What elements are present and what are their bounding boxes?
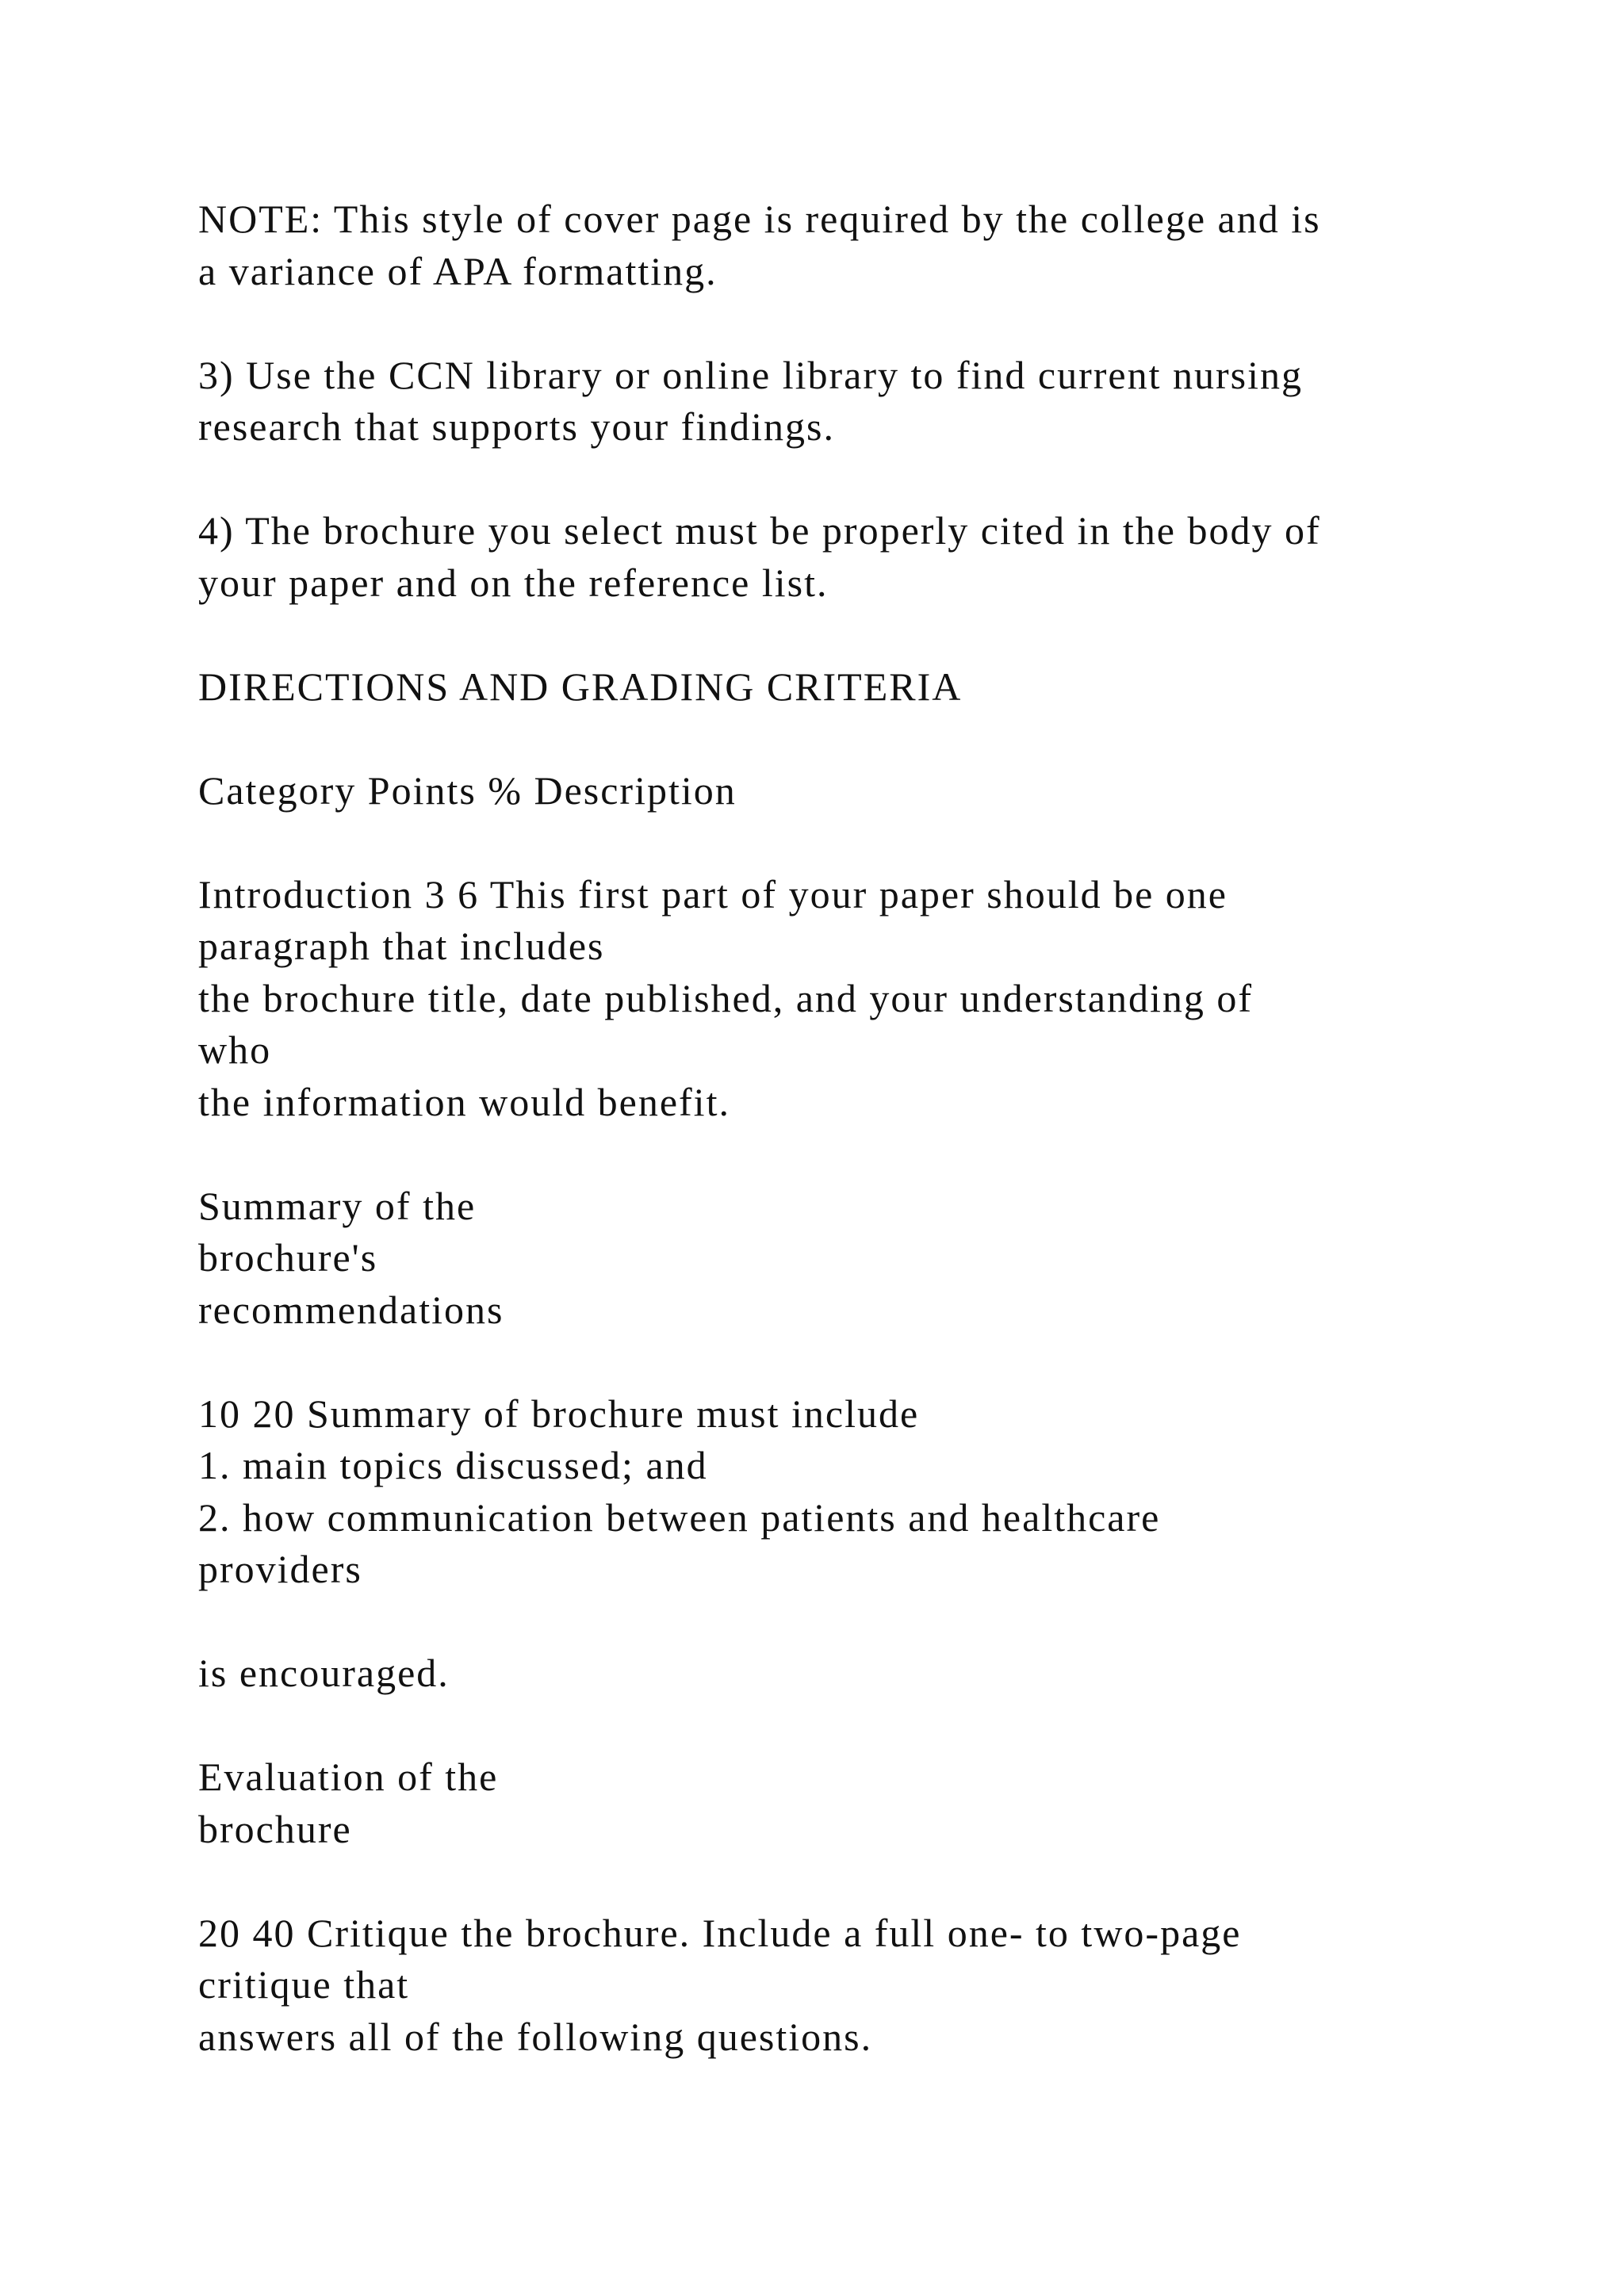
text-line: your paper and on the reference list. [198, 560, 829, 605]
text-line: 2. how communication between patients and healthcare [198, 1494, 1161, 1540]
text-line: 1. main topics discussed; and [198, 1443, 708, 1487]
text-line: the brochure title, date published, and your understanding of [198, 975, 1254, 1020]
summary-category [198, 1181, 1499, 1337]
text-line: answers all of the following questions. [198, 2014, 873, 2059]
step-4-paragraph [198, 505, 1499, 609]
heading-text: DIRECTIONS AND GRADING CRITERIA [198, 664, 963, 709]
document-body [198, 193, 1499, 2115]
text-line: a variance of APA formatting. [198, 248, 718, 293]
summary-criteria [198, 1388, 1499, 1596]
text-line: Summary of the [198, 1183, 477, 1228]
text-line: research that supports your findings. [198, 404, 836, 449]
text-line: 3) Use the CCN library or online library to find current nursing [198, 352, 1303, 397]
text-line: Category Points % Description [198, 767, 737, 813]
text-line: brochure [198, 1806, 352, 1851]
table-header-row [198, 765, 1499, 817]
note-paragraph [198, 193, 1499, 297]
section-heading [198, 661, 1499, 714]
text-line: who [198, 1027, 272, 1072]
text-line: Evaluation of the [198, 1755, 499, 1799]
text-line: the information would benefit. [198, 1079, 730, 1124]
text-line: is encouraged. [198, 1651, 450, 1695]
summary-criteria-continued [198, 1647, 1499, 1700]
text-line: Introduction 3 6 This first part of your paper should be one [198, 871, 1228, 916]
text-line: 4) The brochure you select must be properly cited in the body of [198, 508, 1321, 553]
step-3-paragraph [198, 350, 1499, 453]
introduction-criteria [198, 869, 1499, 1129]
text-line: critique that [198, 1962, 410, 2007]
text-line: paragraph that includes [198, 924, 605, 968]
evaluation-criteria [198, 1908, 1499, 2064]
text-line: recommendations [198, 1287, 504, 1332]
text-line: providers [198, 1547, 362, 1591]
text-line: brochure's [198, 1235, 378, 1280]
evaluation-category [198, 1751, 1499, 1855]
text-line: 10 20 Summary of brochure must include [198, 1391, 920, 1436]
text-line: 20 40 Critique the brochure. Include a full one- to two-page [198, 1910, 1242, 1955]
text-line: NOTE: This style of cover page is required by the college and is [198, 197, 1321, 241]
